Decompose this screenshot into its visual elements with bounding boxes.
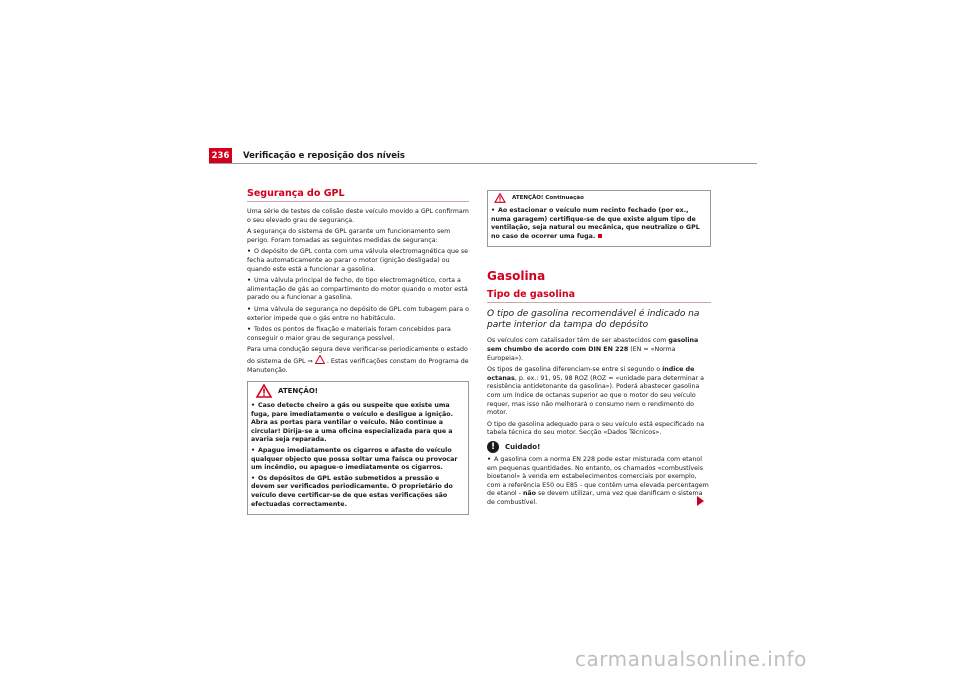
caution-heading: ! Cuidado! [487, 441, 711, 453]
paragraph: O tipo de gasolina adequado para o seu veículo está especificado na tabela técnica do seu motor. Secção «Dados Técnicos». [487, 420, 705, 437]
warning-continued-title: ATENÇÃO! Continuação [512, 194, 584, 201]
next-page-arrow-icon[interactable] [697, 496, 704, 506]
right-column [487, 190, 711, 510]
warning-continued-box [487, 190, 711, 247]
warning-triangle-icon [494, 193, 506, 203]
list-item: • O depósito de GPL conta com uma válvula electromagnética que se fecha automaticamente ao parar o motor (ignição desligada) ou quando este está a funcionar a gasolina. [247, 248, 468, 273]
warning-item: • Os depósitos de GPL estão submetidos a pressão e devem ser verificados periodicamente. O proprietário do veículo deve certificar-se de que estas verificações são efectuadas correctamente. [251, 474, 453, 508]
paragraph: Para uma condução segura deve verificar-se periodicamente o estado do sistema de GPL ⇒ . Estas verificações constam do Programa de Manutenção. [247, 346, 469, 374]
end-marker-icon [598, 234, 602, 238]
bullet-icon: • [247, 248, 252, 256]
page-number: 236 [209, 148, 232, 164]
paragraph: Uma série de testes de colisão deste veículo movido a GPL confirmam o seu elevado grau de segurança. [247, 208, 469, 224]
warning-title: ATENÇÃO! [278, 386, 318, 395]
warning-item: • Ao estacionar o veículo num recinto fechado (por ex., numa garagem) certifique-se de que existe algum tipo de ventilação, seja natural ou mecânica, que neutralize o GPL no caso de ocorrer uma fuga. [491, 207, 700, 240]
paragraph: Os veículos com catalisador têm de ser abastecidos com gasolina sem chumbo de acordo com DIN EN 228 (EN = «Norma Europeia»). [487, 337, 699, 362]
bullet-icon: • [251, 402, 256, 410]
section-heading-gpl-safety: Segurança do GPL [247, 188, 345, 199]
list-item: • Uma válvula principal de fecho, do tipo electromagnético, corta a alimentação de gás ao compartimento do motor quando o motor está parado ou a funcionar a gasolina. [247, 277, 468, 302]
left-column [247, 188, 469, 515]
bullet-icon: • [491, 207, 496, 214]
paragraph: Os tipos de gasolina diferenciam-se entre si segundo o índice de octanas, p. ex.: 91, 95, 98 ROZ (ROZ = «unidade para determinar a resistência antidetonante da gasolina»). Poderá abastecer gasolina com um índice de octanas superior ao que o motor do seu veículo requer, mas isso não melhorará o consumo nem o rendimento do motor. [487, 366, 704, 417]
bullet-icon: • [247, 305, 252, 313]
bullet-icon: • [251, 474, 256, 482]
page-header [209, 148, 757, 164]
warning-triangle-icon [256, 384, 272, 398]
section-title-gasolina: Gasolina [487, 269, 546, 284]
warning-item: • Caso detecte cheiro a gás ou suspeite que existe uma fuga, pare imediatamente o veículo e desligue a ignição. Abra as portas para ventilar o veículo. Não continue a circular! Dirija-se a uma oficina especializada para que a avaria seja reparada. [251, 402, 453, 444]
list-item: • Uma válvula de segurança no depósito de GPL com tubagem para o exterior impede que o gás entre no habitáculo. [247, 305, 469, 322]
bullet-icon: • [251, 447, 256, 455]
bullet-icon: • [247, 277, 252, 285]
caution-item: • A gasolina com a norma EN 228 pode estar misturada com etanol em pequenas quantidades. No entanto, os chamados «combustíveis bioetanol» à venda em estabelecimentos comerciais por exemplo, com a referência E50 ou E85 - que contêm uma elevada percentagem de etanol - não se devem utilizar, uma vez que danificam o sistema de combustível. [487, 455, 709, 506]
chapter-title: Verificação e reposição dos níveis [243, 151, 405, 161]
bullet-icon: • [487, 455, 492, 463]
caution-icon: ! [487, 441, 499, 453]
bullet-icon: • [247, 326, 252, 334]
header-rule [209, 163, 757, 164]
subsection-heading: Tipo de gasolina [487, 289, 576, 301]
warning-triangle-icon[interactable] [315, 355, 325, 364]
subtitle: O tipo de gasolina recomendável é indicado na parte interior da tampa do depósito [487, 309, 700, 331]
warning-box [247, 381, 469, 515]
paragraph: A segurança do sistema de GPL garante um funcionamento sem perigo. Foram tomadas as seguintes medidas de segurança: [247, 228, 451, 244]
warning-item: • Apague imediatamente os cigarros e afaste do veículo qualquer objecto que possa soltar uma faísca ou provocar um incêndio, ou apague-o imediatamente os cigarros. [251, 447, 458, 472]
watermark: carmanualsonline.info [575, 647, 807, 671]
heading-rule [487, 302, 711, 303]
list-item: • Todos os pontos de fixação e materiais foram concebidos para conseguir o maior grau de segurança possível. [247, 326, 451, 342]
heading-rule [247, 201, 469, 202]
